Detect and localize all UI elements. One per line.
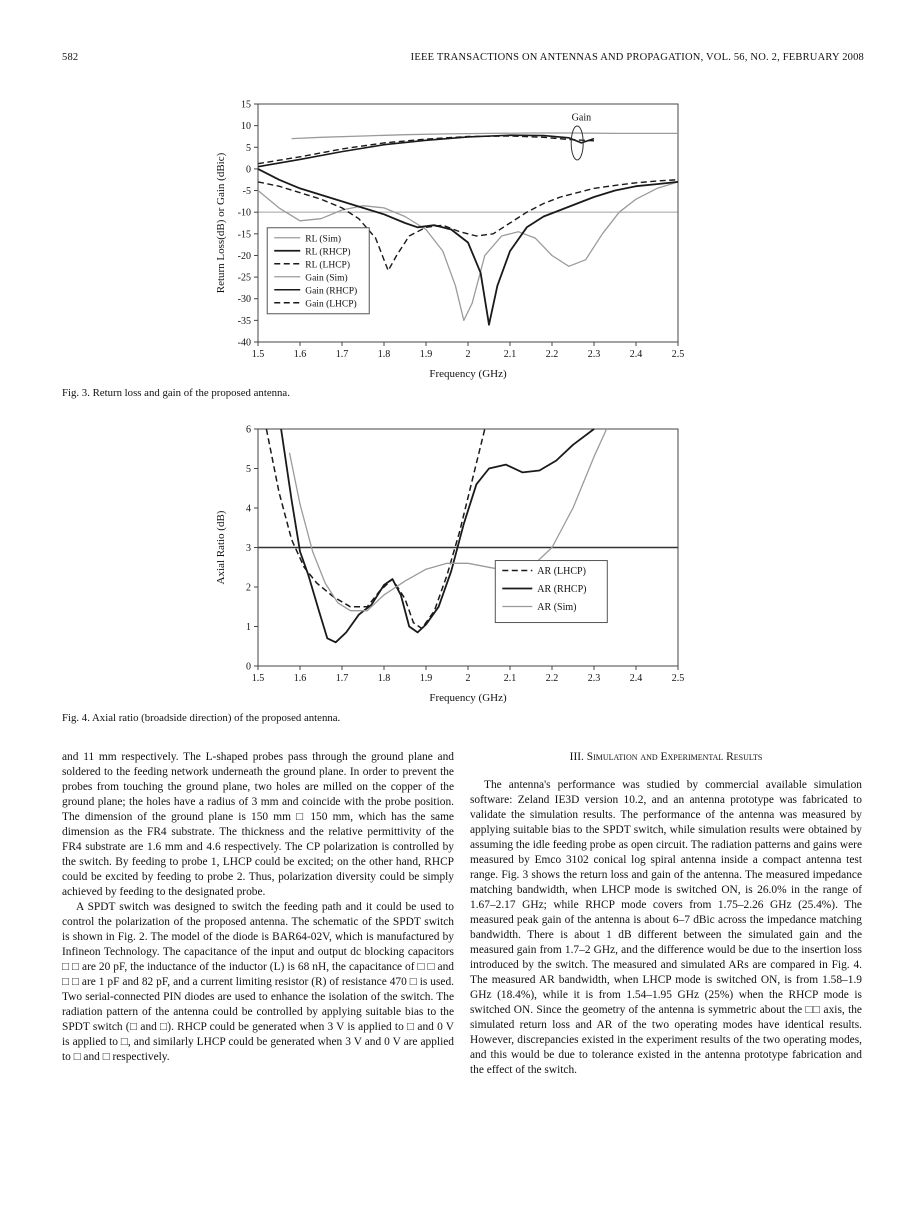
svg-text:RL (RHCP): RL (RHCP)	[305, 247, 351, 258]
svg-text:6: 6	[246, 424, 251, 436]
svg-text:1.7: 1.7	[335, 673, 349, 684]
svg-text:Frequency (GHz): Frequency (GHz)	[429, 368, 507, 380]
svg-text:2.2: 2.2	[545, 349, 559, 360]
svg-text:Frequency (GHz): Frequency (GHz)	[429, 692, 507, 704]
svg-text:2.5: 2.5	[671, 349, 685, 360]
svg-text:Gain (LHCP): Gain (LHCP)	[305, 299, 357, 310]
section-heading: III. Simulation and Experimental Results	[569, 751, 763, 763]
svg-text:2: 2	[246, 582, 251, 594]
svg-text:2.2: 2.2	[545, 673, 559, 684]
svg-text:2: 2	[465, 673, 471, 684]
svg-text:-10: -10	[237, 207, 251, 219]
svg-text:AR (LHCP): AR (LHCP)	[537, 566, 586, 578]
svg-text:Gain (Sim): Gain (Sim)	[305, 273, 348, 284]
svg-text:2.1: 2.1	[503, 673, 517, 684]
fig3-return-loss-gain-chart	[212, 94, 692, 382]
svg-text:RL (Sim): RL (Sim)	[305, 234, 342, 245]
journal-title: IEEE TRANSACTIONS ON ANTENNAS AND PROPAGATION, VOL. 56, NO. 2, FEBRUARY 2008	[410, 52, 864, 63]
body-paragraph: A SPDT switch was designed to switch the feeding path and it could be used to control the polarization of the proposed antenna. The schematic of the SPDT switch is shown in Fig. 2. The model of the diode is BAR64-02V, which is manufactured by Infineon Technology. The capacitance of the input and output dc blocking capacitors □ □ are 20 pF, the inductance of the inductor (L) is 68 nH, the capacitance of □ □ and □ □ are 1 pF and 82 pF, and a current limiting resistor (R) of resistance 470 □ is used. Two serial-connected PIN diodes are used to enhance the isolation of the switch. The radiation pattern of the antenna could be controlled by applying suitable bias to the SPDT switch (□ and □). RHCP could be generated when 3 V is applied to □ and 0 V is applied to □, and similarly LHCP could be generated when 3 V and 0 V are applied to □ and □ respectively.	[62, 901, 454, 1063]
svg-text:AR (RHCP): AR (RHCP)	[537, 584, 587, 596]
svg-text:3: 3	[246, 543, 251, 554]
svg-text:Gain (RHCP): Gain (RHCP)	[305, 286, 358, 297]
svg-text:AR (Sim): AR (Sim)	[537, 602, 577, 614]
figure-4	[212, 421, 692, 711]
body-paragraph: and 11 mm respectively. The L-shaped probes pass through the ground plane and soldered to the feeding network underneath the ground plane. In order to prevent the probes from touching the ground plane, two holes are milled on the copper of the ground plane; the holes have a radius of 3 mm and coincide with the probe position. The dimension of the ground plane is 150 mm □ 150 mm, which has the same dimension as the FR4 substrate. The thickness and the relative permittivity of the FR4 substrate are 1.6 mm and 4.6 respectively. The CP polarization is controlled by the switch. By feeding to probe 1, LHCP could be excited; on the other hand, RHCP could be excited by feeding to probe 2. Thus, polarization diversity could be simply achieved by feeding to the designated probe.	[62, 751, 454, 898]
svg-text:2.4: 2.4	[629, 673, 643, 684]
svg-text:4: 4	[246, 503, 251, 515]
svg-text:2.3: 2.3	[587, 349, 601, 360]
svg-text:1.8: 1.8	[377, 673, 391, 684]
right-column	[470, 750, 862, 1078]
page-number: 582	[62, 52, 79, 63]
svg-text:5: 5	[246, 142, 251, 154]
svg-text:1.5: 1.5	[251, 349, 265, 360]
svg-text:1.5: 1.5	[251, 673, 265, 684]
svg-text:-20: -20	[237, 250, 251, 262]
svg-text:2: 2	[465, 349, 471, 360]
fig4-axial-ratio-chart	[212, 421, 692, 706]
svg-text:2.1: 2.1	[503, 349, 517, 360]
svg-text:1.9: 1.9	[419, 673, 433, 684]
svg-text:2.3: 2.3	[587, 673, 601, 684]
svg-text:Axial Ratio (dB): Axial Ratio (dB)	[215, 510, 227, 585]
svg-text:-30: -30	[237, 294, 251, 306]
page-header	[62, 52, 864, 63]
svg-text:1: 1	[246, 622, 251, 633]
svg-text:-40: -40	[237, 337, 251, 349]
svg-text:1.6: 1.6	[293, 349, 307, 360]
svg-text:-25: -25	[237, 272, 251, 284]
svg-text:1.7: 1.7	[335, 349, 349, 360]
svg-text:Gain: Gain	[571, 112, 592, 124]
svg-text:15: 15	[241, 99, 251, 111]
figure-3	[212, 94, 692, 387]
svg-text:5: 5	[246, 464, 251, 475]
svg-text:2.5: 2.5	[671, 673, 685, 684]
svg-text:RL (LHCP): RL (LHCP)	[305, 260, 351, 271]
svg-text:2.4: 2.4	[629, 349, 643, 360]
svg-text:1.8: 1.8	[377, 349, 391, 360]
svg-text:-15: -15	[237, 229, 251, 241]
figure-3-caption: Fig. 3. Return loss and gain of the proposed antenna.	[62, 387, 290, 399]
svg-text:Return Loss(dB) or Gain (dBic): Return Loss(dB) or Gain (dBic)	[215, 152, 227, 294]
svg-text:0: 0	[246, 661, 251, 673]
svg-text:1.9: 1.9	[419, 349, 433, 360]
svg-text:-35: -35	[237, 315, 251, 327]
svg-text:10: 10	[241, 121, 251, 133]
svg-text:-5: -5	[242, 186, 251, 198]
svg-text:1.6: 1.6	[293, 673, 307, 684]
svg-text:0: 0	[246, 164, 251, 176]
left-column	[62, 750, 454, 1065]
figure-4-caption: Fig. 4. Axial ratio (broadside direction) of the proposed antenna.	[62, 712, 341, 724]
body-paragraph: The antenna's performance was studied by commercial available simulation software: Zeland IE3D version 10.2, and an antenna prototype was fabricated to validate the simulation results. The performance of the antenna was measured by applying suitable bias to the SPDT switch, while simulation results were obtained by assuming the idle feeding probe as open circuit. The radiation patterns and gains were measured by Emco 3102 conical log spiral antenna inside a compact antenna test range. Fig. 3 shows the return loss and gain of the antenna. The measured impedance matching bandwidth, when LHCP mode is switched ON, is 26.0% in the range of 1.67–2.17 GHz; while RHCP mode covers from 1.75–2.26 GHz (25.4%). The measured peak gain of the antenna is about 6–7 dBic across the impedance matching bandwidth. There is about 1 dB different between the simulated gain and the measured gain from 1.7–2 GHz, and the difference would be due to the insertion loss introduced by the switch. The measured and simulated ARs are compared in Fig. 4. The measured AR bandwidth, when LHCP mode is switched ON, is from 1.58–1.9 GHz (18.4%), while it is from 1.54–1.95 GHz (25%) when the RHCP mode is switched ON. Since the geometry of the antenna is symmetric about the □□ axis, the simulated return loss and AR of the two operating modes have identical results. However, discrepancies existed in the experiment results of the two operating modes, and this would be due to tolerance existed in the antenna prototype fabrication and the effect of the switch.	[470, 779, 862, 1076]
